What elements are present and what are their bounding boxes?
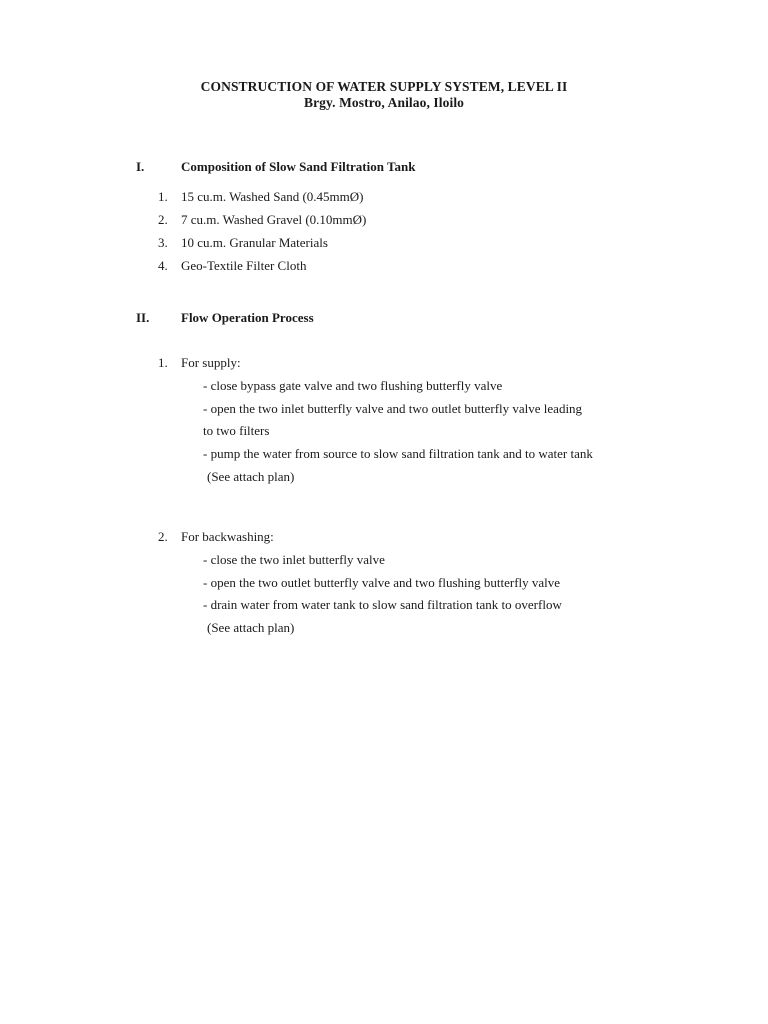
plan-note: (See attach plan) <box>207 469 295 484</box>
list-number: 1. <box>158 189 168 204</box>
list-number: 4. <box>158 258 168 273</box>
step-line: - close bypass gate valve and two flushing butterfly valve <box>203 378 503 393</box>
list-number: 2. <box>158 529 168 544</box>
step-line: to two filters <box>203 423 270 438</box>
step-line: - pump the water from source to slow sand filtration tank and to water tank <box>203 446 593 461</box>
list-number: 2. <box>158 212 168 227</box>
plan-note: (See attach plan) <box>207 620 295 635</box>
section-1-number: I. <box>136 159 145 174</box>
document-title: CONSTRUCTION OF WATER SUPPLY SYSTEM, LEVEL II <box>200 79 568 94</box>
step-line: - close the two inlet butterfly valve <box>203 552 385 567</box>
list-item: Geo-Textile Filter Cloth <box>181 258 307 273</box>
section-1-heading: Composition of Slow Sand Filtration Tank <box>181 159 416 174</box>
section-2-heading: Flow Operation Process <box>181 310 314 325</box>
step-line: - open the two inlet butterfly valve and two outlet butterfly valve leading <box>203 401 583 416</box>
list-number: 1. <box>158 355 168 370</box>
list-item-backwashing: For backwashing: <box>181 529 274 544</box>
list-item: 15 cu.m. Washed Sand (0.45mmØ) <box>181 189 364 204</box>
list-number: 3. <box>158 235 168 250</box>
step-line: - open the two outlet butterfly valve and two flushing butterfly valve <box>203 575 561 590</box>
list-item: 7 cu.m. Washed Gravel (0.10mmØ) <box>181 212 367 227</box>
list-item: 10 cu.m. Granular Materials <box>181 235 328 250</box>
step-line: - drain water from water tank to slow sand filtration tank to overflow <box>203 597 562 612</box>
document-subtitle: Brgy. Mostro, Anilao, Iloilo <box>303 95 465 110</box>
section-2-number: II. <box>136 310 150 325</box>
list-item-supply: For supply: <box>181 355 241 370</box>
